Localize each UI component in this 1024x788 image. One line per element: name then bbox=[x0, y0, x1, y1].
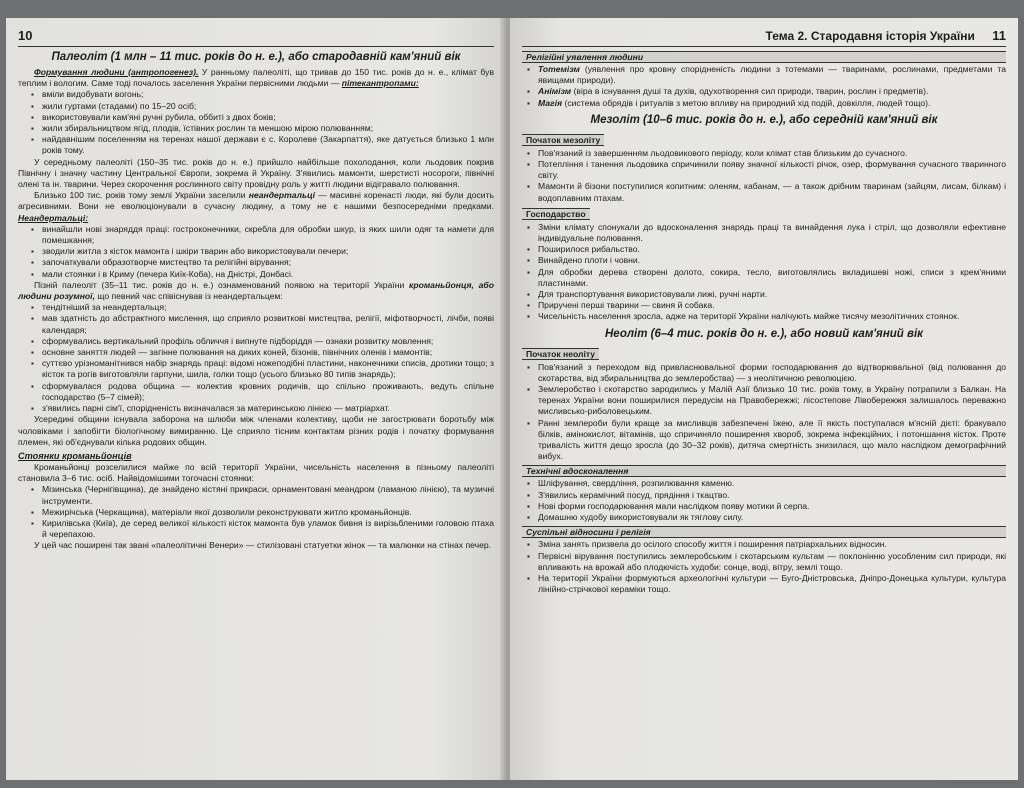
paragraph-late-paleolith-a: Пізній палеоліт (35–11 тис. років до н. е.) ознаменований появою на території України bbox=[34, 279, 405, 290]
list-item: ▪ суттєво урізноманітнився набір знарядь праці: відомі ножеподібні пластини, наконечники списів, дротики тощо; з кісток та рогів виготовляли гарпуни, шила, голки тощо (усього близько 80 типів знарядь); bbox=[42, 358, 494, 380]
list-item: ▪ Нові форми господарювання мали наслідком появу мотики й серпа. bbox=[538, 501, 1006, 512]
list-item bbox=[538, 64, 1006, 86]
definition-text: (віра в існування душі та духів, одухотворення сил природи, тварин, рослин і предметів). bbox=[573, 86, 929, 97]
list-item: ▪ жили збиральництвом ягід, плодів, їстівних рослин та меншою мірою полюванням; bbox=[42, 123, 494, 134]
list-sites bbox=[18, 484, 494, 540]
paragraph-middle-paleolith: У середньому палеоліті (150–35 тис. років до н. е.) прийшло найбільше похолодання, коли льодовик покрив Північну і значну частину Центральної Європи, зокрема й Україну. З'явились мамонти, шерстисті носороги, північні олені та ін. тварини. Через скорочення рослинного світу провідну роль у житті людини відігравало полювання. bbox=[18, 156, 494, 190]
list-religion bbox=[522, 64, 1006, 109]
list-item: ▪ Межирічська (Черкащина), матеріали якої дозволили реконструювати житло кроманьйонців. bbox=[42, 507, 494, 518]
left-running-head bbox=[18, 28, 494, 47]
list-item: ▪ винайшли нові знаряддя праці: гостроконечники, скребла для обробки шкур, із яких шили одяг та намети для помешкання; bbox=[42, 224, 494, 246]
list-item: ▪ Домашню худобу використовували як тяглову силу. bbox=[538, 512, 1006, 523]
term-neanderthals: неандертальці bbox=[248, 190, 316, 201]
list-item: ▪ використовували кам'яні ручні рубила, оббиті з двох боків; bbox=[42, 112, 494, 123]
box-religion-heading: Релігійні уявлення людини bbox=[522, 51, 1006, 63]
term-cromagnon: кроманьйонця, або людини розумної, bbox=[18, 279, 494, 302]
paragraph-sites: Кроманьйонці розселилися майже по всій території України, чисельність населення в пізньому палеоліті становила 3–6 тис. осіб. Найвідомішими тогочасні стоянки: bbox=[18, 461, 494, 484]
box-neolith-start-heading: Початок неоліту bbox=[522, 348, 599, 360]
list-item: ▪ Землеробство і скотарство зародились у Малій Азії близько 10 тис. років тому, в Україну потрапили з Балкан. На теренах України вони поширилися передусім на Правобережжі; лісостепове Лівобережжя залишалось переважно мисливсько-риболовецьким. bbox=[538, 384, 1006, 418]
list-mesolith-start bbox=[522, 148, 1006, 204]
list-item bbox=[538, 86, 1006, 97]
right-running-head bbox=[522, 28, 1006, 47]
left-page-number: 10 bbox=[18, 28, 33, 43]
paragraph-neanderthal-b: — масивні коренасті люди, які були досить агресивними. Вони не еволюціонували в сучасну людину, а тому не є нашими безпосередніми предками. bbox=[18, 190, 495, 212]
list-neolith-start bbox=[522, 362, 1006, 463]
list-item: ▪ основне заняття людей — загінне полювання на диких коней, бізонів, північних оленів і мамонтів; bbox=[42, 347, 494, 358]
right-page bbox=[510, 18, 1018, 780]
list-item: ▪ Для обробки дерева створені долото, сокира, тесло, виготовлялись вкладишеві ножі, списи з крем'яними пластинами. bbox=[538, 267, 1006, 289]
list-item: ▪ Поширилося рибальство. bbox=[538, 244, 1006, 255]
right-page-number: 11 bbox=[992, 28, 1006, 43]
list-item: ▪ найдавнішим поселенням на теренах нашої держави є с. Королеве (Закарпаття), яке датується близько 1 млн років тому. bbox=[42, 134, 494, 156]
list-mesolith-economy bbox=[522, 222, 1006, 323]
definition-text: (система обрядів і ритуалів з метою впливу на природний хід подій, довкілля, людей тощо). bbox=[564, 97, 931, 108]
list-neolith-social bbox=[522, 539, 1006, 595]
subheading-anthropogenesis: Формування людини (антропогенез). bbox=[34, 67, 199, 77]
list-item: ▪ Шліфування, свердління, розпилювання каменю. bbox=[538, 478, 1006, 489]
box-neolith-social-heading: Суспільні відносини і релігія bbox=[522, 526, 1006, 538]
list-item: ▪ На території України формуються археологічні культури — Буго-Дністровська, Дніпро-Донецька культури, культура лінійно-стрічкової кераміки тощо. bbox=[538, 573, 1006, 595]
left-page bbox=[6, 18, 506, 780]
list-item: ▪ зводили житла з кісток мамонта і шкіри тварин або використовували печери; bbox=[42, 246, 494, 257]
box-mesolith-start-heading: Початок мезоліту bbox=[522, 134, 604, 146]
list-item: ▪ з'явились парні сім'ї, спорідненість визначалася за материнською лінією — матріархат. bbox=[42, 403, 494, 414]
list-item: ▪ Для транспортування використовували лижі, ручні нарти. bbox=[538, 289, 1006, 300]
list-cromagnon bbox=[18, 302, 494, 414]
list-item: ▪ Пов'язаний із завершенням льодовикового періоду, коли клімат став близьким до сучасного. bbox=[538, 148, 1006, 159]
list-item: ▪ Мізинська (Чернігівщина), де знайдено кістяні прикраси, орнаментовані меандром (ламаною лінією), та музичні інструменти. bbox=[42, 484, 494, 506]
list-item: ▪ мали стоянки і в Криму (печера Киїк-Коба), на Дністрі, Донбасі. bbox=[42, 269, 494, 280]
list-item: ▪ Приручені перші тварини — свиня й собака. bbox=[538, 300, 1006, 311]
list-item: ▪ мав здатність до абстрактного мислення, що сприяло розвиткові мистецтва, релігії, міфотворчості, лічби, появі календаря; bbox=[42, 313, 494, 335]
list-item: ▪ вміли видобувати вогонь; bbox=[42, 89, 494, 100]
paragraph-early-paleolith: У ранньому палеоліті, що тривав до 150 тис. років до н. е., клімат був теплим і вологим. Саме тоді почалось заселення України первісними людьми — bbox=[18, 67, 495, 89]
list-item: ▪ З'явились керамічний посуд, прядіння і ткацтво. bbox=[538, 490, 1006, 501]
list-item: ▪ Потепління і танення льодовика спричинили появу значної кількості річок, озер, формування сучасного тваринного світу. bbox=[538, 159, 1006, 181]
term-totemism: Тотемізм bbox=[538, 64, 580, 74]
paleolith-title: Палеоліт (1 млн – 11 тис. років до н. е.), або стародавній кам'яний вік bbox=[51, 51, 461, 63]
list-item: ▪ Кирилівська (Київ), де серед великої кількості кісток мамонта був уламок бивня із вирізьбленими головою птаха й черепахою. bbox=[42, 518, 494, 540]
running-head-title: Тема 2. Стародавня історія України bbox=[765, 29, 975, 43]
list-item: ▪ сформувалася родова община — колектив кровних родичів, що спільно проживають, ведуть спільне господарство (5–7 сімей); bbox=[42, 381, 494, 403]
list-item bbox=[538, 98, 1006, 109]
list-item: ▪ Винайдено плоти і човни. bbox=[538, 255, 1006, 266]
term-magic: Магія bbox=[538, 97, 563, 108]
box-neolith-tech-heading: Технічні вдосконалення bbox=[522, 465, 1006, 477]
list-item: ▪ Мамонти й бізони поступилися копитним: оленям, кабанам, — а також дрібним тваринам (зайцям, лисам, білкам) і водоплавним птахам. bbox=[538, 181, 1006, 203]
list-item: ▪ Чисельність населення зросла, адже на території України налічують майже тисячу мезолітичних стоянок. bbox=[538, 311, 1006, 322]
box-mesolith-economy-heading: Господарство bbox=[522, 208, 590, 220]
term-animism: Анімізм bbox=[538, 86, 572, 97]
definition-text: (уявлення про кровну спорідненість людини з тотемами — тваринами, рослинами, предметами та явищами природи). bbox=[538, 64, 1006, 86]
list-neolith-tech bbox=[522, 478, 1006, 523]
mesolith-title: Мезоліт (10–6 тис. років до н. е.), або середній кам'яний вік bbox=[590, 113, 938, 126]
paragraph-neanderthal-a: Близько 100 тис. років тому землі України заселили bbox=[34, 190, 246, 201]
list-pithecanthropus bbox=[18, 89, 494, 156]
paragraph-venus: У цей час поширені так звані «палеолітичні Венери» — стилізовані статуетки жінок — та малюнки на стінах печер. bbox=[34, 540, 492, 551]
list-neanderthals bbox=[18, 224, 494, 280]
list-item: ▪ Зміна занять призвела до осілого способу життя і поширення патріархальних відносин. bbox=[538, 539, 1006, 550]
list-item: ▪ Ранні землероби були краще за мисливців забезпечені їжею, але її якість поступалася м'ясній дієті: бракувало білків, амінокислот, вітамінів, що спричиняло поширення хвороб, зокрема інфекційних, і потоншання кісток. Проте тривалість життя дещо зросла (до 30–32 років), дитяча смертність знизилася, що мало наслідком демографічний вибух. bbox=[538, 418, 1006, 463]
list-item: ▪ сформувались вертикальний профіль обличчя і випнуте підборіддя — ознаки розвитку мовлення; bbox=[42, 336, 494, 347]
list-item: ▪ започаткували образотворче мистецтво та релігійні вірування; bbox=[42, 257, 494, 268]
list-item: ▪ жили гуртами (стадами) по 15–20 осіб; bbox=[42, 101, 494, 112]
term-pithecanthropus: пітекантропами: bbox=[341, 78, 419, 89]
list-item: ▪ Зміни клімату спонукали до вдосконалення знарядь праці та винайдення лука і стріл, що дозволяли ефективне індивідуальне полювання. bbox=[538, 222, 1006, 244]
list-item: ▪ Первісні вірування поступились землеробським і скотарським культам — поклонінню уособленим сил природи, які впливають на врожай або плодючість худоби: сонце, воді, вітру, землі тощо. bbox=[538, 551, 1006, 573]
neolith-title: Неоліт (6–4 тис. років до н. е.), або новий кам'яний вік bbox=[604, 327, 923, 340]
subheading-cromagnon-sites: Стоянки кроманьйонців bbox=[18, 450, 132, 461]
paragraph-community: Усередині общини існувала заборона на шлюби між членами колективу, щоби не загострювати боротьбу між чоловіками і запобігти біологічному вимиранню. Це сприяло тісним контактам різних родів і початку формування племен, які об'єднували кілька родових общин. bbox=[18, 414, 494, 447]
term-neanderthals-list: Неандертальці: bbox=[18, 212, 89, 223]
list-item: ▪ Пов'язаний з переходом від привласнювальної форми господарювання до відтворювальної (від полювання до скотарства, від збиральництва до землеробства) — з неолітичною революцією. bbox=[538, 362, 1006, 384]
paragraph-late-paleolith-b: що певний час співіснував із неандертальцем: bbox=[97, 291, 283, 302]
list-item: ▪ тендітніший за неандертальця; bbox=[42, 302, 494, 313]
